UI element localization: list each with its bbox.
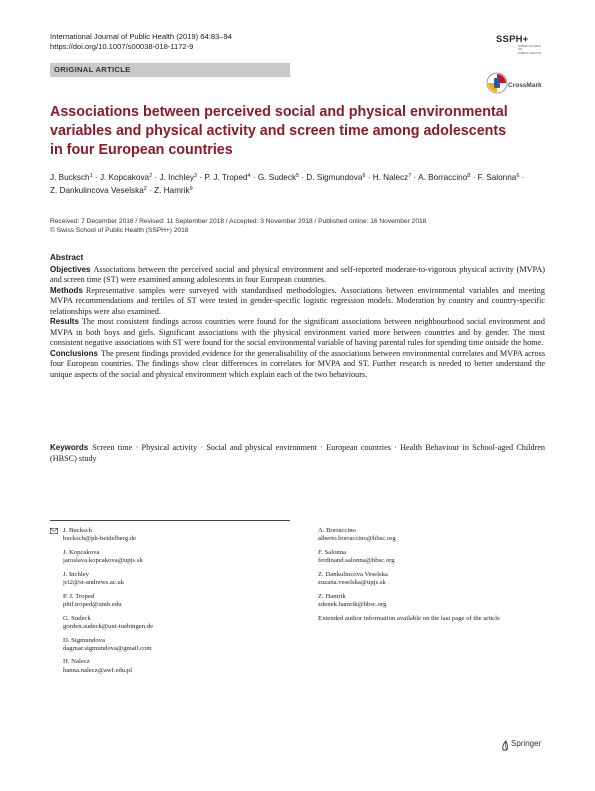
abstract-conclusions — [50, 349, 545, 381]
crossmark-label[interactable]: CrossMark — [508, 82, 542, 89]
author-name-text: G. Sudeck — [257, 173, 297, 182]
contact-email[interactable]: hanna.nalecz@awf.edu.pl — [63, 666, 133, 674]
contact-name: H. Nalecz — [63, 658, 90, 666]
author-name[interactable] — [478, 173, 520, 182]
contact-name: A. Borraccino — [318, 527, 356, 534]
author-affiliation: 2 — [149, 173, 153, 179]
author-name[interactable] — [50, 173, 93, 182]
contact-email[interactable]: bucksch@ph-heidelberg.de — [63, 535, 137, 543]
keywords — [50, 443, 545, 464]
author-name[interactable] — [258, 173, 299, 182]
extended-author-note: Extended author information available on the last page of the article — [318, 614, 500, 622]
contact-entry — [50, 658, 300, 674]
doi-link[interactable]: https://doi.org/10.1007/s00038-018-1172-9 — [50, 42, 194, 51]
objectives-text: Associations between the perceived social and physical environment and self-reported moderate-to-vigorous physical activity (MVPA) and screen time (ST) were examined among adolescents in four European countries. — [50, 264, 545, 284]
contact-email[interactable]: phil.troped@umb.edu — [63, 600, 122, 608]
contact-email[interactable]: zuzana.veselska@upjs.sk — [318, 579, 386, 587]
ssph-logo-text: SSPH+ — [496, 34, 529, 45]
abstract-objectives — [50, 265, 545, 286]
contact-name: Z. Hamrik — [318, 592, 346, 600]
contact-name: P. J. Troped — [63, 592, 95, 600]
author-name[interactable] — [373, 173, 412, 182]
journal-citation — [50, 32, 232, 52]
results-label: Results — [50, 317, 79, 326]
author-name-text: F. Salonna — [477, 173, 517, 182]
author-name-text: Z. Dankulincova Veselska — [50, 185, 144, 195]
results-text: The most consistent findings across countries were found for the significant associations between neighbourhood social environment and MVPA in both boys and girls. Significant associations with the physical environment varied more between countries and by gender. The most consistent negative associations with ST were found for the social environmental variable of having parental rules for spending time outside the home. — [50, 317, 545, 347]
ssph-logo-subtext-1: SWISS SCHOOL OF — [518, 44, 542, 52]
contact-entry — [318, 527, 558, 543]
article-type: ORIGINAL ARTICLE — [54, 65, 131, 74]
contact-email[interactable]: zdenek.hamrik@hbsc.org — [318, 600, 387, 608]
author-name[interactable] — [204, 173, 250, 182]
author-affiliation: 7 — [408, 173, 412, 179]
contact-entry — [318, 549, 558, 565]
contact-name: J. Bucksch — [63, 527, 92, 534]
abstract — [50, 253, 545, 380]
methods-text: Representative samples were surveyed with standardised methodologies. Associations between environmental variables and meeting MVPA recommendations and tertiles of ST were tested in gender-specific logistic regression models. Moderation by country and country-specific relationships were also examined. — [50, 285, 545, 316]
contact-entry — [50, 637, 300, 653]
author-name-text: A. Borraccino — [418, 173, 468, 182]
contact-email[interactable]: gorden.sudeck@uni-tuebingen.de — [63, 622, 154, 630]
keywords-text: Screen time · Physical activity · Social and physical environment · European countries · Health Behaviour in School-aged Children (HBSC) study — [50, 443, 545, 463]
author-list: J. Bucksch$^1$ · J. Kopcakova$^2$ · J. Inchley$^3$ · P. J. Troped$^4$ · G. Sudeck$^5$ · D. Sigmundova$^6$ · H. Nalecz$^7$ · A. Borraccino$^8$ · F. Salonna$^6$ · Z. Dankulincova Veselska$^2$ · Z. Hamrik$^9$ — [50, 173, 525, 195]
author-affiliation: 8 — [467, 173, 471, 179]
abstract-heading: Abstract — [50, 253, 84, 262]
author-affiliation: 6 — [362, 173, 366, 179]
contact-email[interactable]: jaroslava.kopcakova@upjs.sk — [63, 557, 143, 565]
methods-label: Methods — [50, 285, 83, 295]
contacts-left-column — [50, 527, 300, 680]
springer-label: Springer — [511, 739, 542, 748]
contact-entry — [318, 571, 558, 587]
contacts-right-column — [318, 527, 558, 623]
history-dates: Received: 7 December 2016 / Revised: 11 September 2018 / Accepted: 3 November 2018 / Published online: 16 November 2018 — [50, 218, 427, 225]
contact-entry — [50, 593, 300, 609]
contact-entry — [50, 571, 300, 587]
contact-email[interactable]: alberto.borraccino@hbsc.org — [318, 535, 396, 543]
author-name-text: D. Sigmundova — [306, 173, 363, 182]
copyright-line: © Swiss School of Public Health (SSPH+) 2018 — [50, 226, 189, 234]
contact-email[interactable]: jci2@st-andrews.ac.uk — [63, 579, 125, 587]
ssph-logo — [496, 34, 542, 56]
author-affiliation: 9 — [189, 185, 193, 192]
author-name-text: J. Kopcakova — [99, 173, 150, 182]
contact-name: J. Kopcakova — [63, 548, 100, 556]
publication-dates — [50, 218, 550, 235]
author-name-text: J. Bucksch — [50, 173, 90, 182]
author-name[interactable] — [154, 186, 193, 195]
author-affiliation: 1 — [89, 173, 93, 179]
envelope-icon — [50, 528, 58, 534]
author-name-text: P. J. Troped — [204, 173, 248, 182]
keywords-label: Keywords — [50, 443, 89, 452]
footnote-rule — [50, 520, 290, 521]
contact-name: Z. Dankulincova Veselska — [318, 570, 388, 578]
author-affiliation: 5 — [296, 173, 300, 179]
contact-name: D. Sigmundova — [63, 636, 105, 644]
contact-email[interactable]: ferdinand.salonna@hbsc.org — [318, 557, 395, 565]
author-affiliation: 6 — [516, 173, 520, 179]
author-name[interactable] — [50, 186, 147, 195]
contact-entry — [50, 527, 300, 543]
contact-entry — [50, 549, 300, 565]
contact-name: F. Salonna — [318, 548, 347, 556]
contact-entry — [318, 593, 558, 609]
author-name[interactable] — [159, 173, 197, 182]
author-name-text: H. Nalecz — [372, 173, 409, 182]
contact-email[interactable]: dagmar.sigmundova@gmail.com — [63, 644, 152, 652]
author-affiliation: 2 — [143, 185, 147, 192]
article-title: Associations between perceived social and physical environmental variables and physical activity and screen time among adolescents in four European countries — [50, 104, 508, 158]
ssph-logo-subtext-2: PUBLIC HEALTH — [518, 50, 542, 55]
contact-entry — [50, 615, 300, 631]
author-affiliation: 3 — [194, 173, 198, 179]
objectives-label: Objectives — [50, 264, 91, 274]
author-name-text: Z. Hamrik — [154, 185, 190, 195]
author-name[interactable] — [306, 173, 365, 182]
contact-name: G. Sudeck — [63, 614, 91, 622]
author-name[interactable] — [100, 173, 152, 182]
conclusions-text: The present findings provided evidence for the generalisability of the associations between environmental correlates and MVPA across four European countries. The findings show clear differences in correlates for MVPA and ST. Further research is needed to better understand the unique aspects of the social and physical environment which explain each of the two behaviours. — [50, 348, 545, 379]
author-name-text: J. Inchley — [159, 173, 195, 182]
abstract-methods — [50, 286, 545, 318]
conclusions-label: Conclusions — [50, 348, 99, 358]
contact-name: J. Inchley — [63, 570, 89, 578]
journal-name: International Journal of Public Health (2019) 64:83–94 — [50, 32, 232, 41]
author-affiliation: 4 — [247, 173, 251, 179]
author-name[interactable] — [418, 173, 470, 182]
abstract-results — [50, 317, 545, 349]
